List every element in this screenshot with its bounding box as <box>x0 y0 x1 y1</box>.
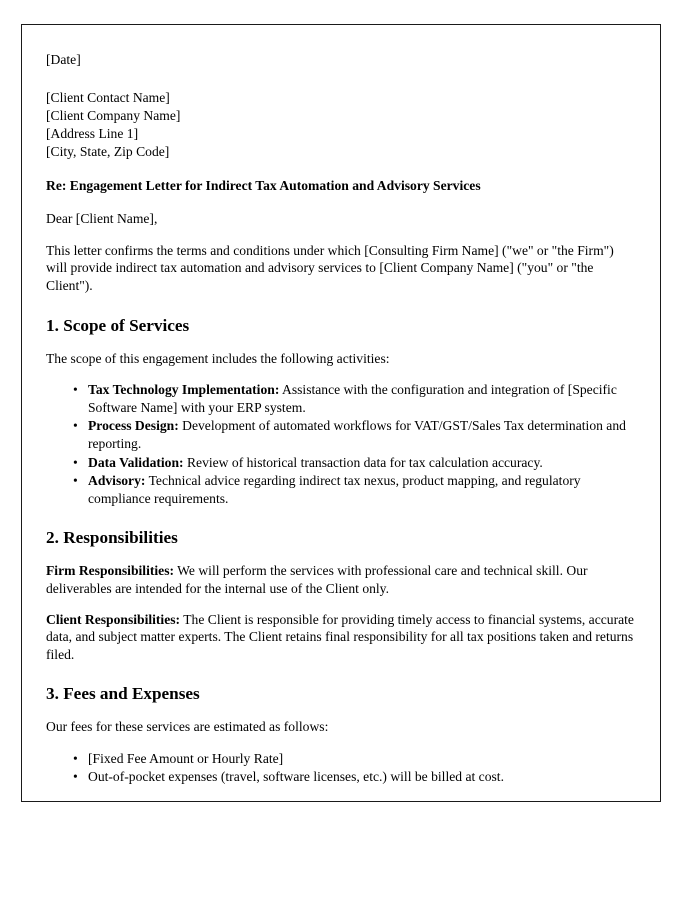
list-item <box>88 381 638 416</box>
bullet-lead: Process Design: <box>88 418 179 434</box>
fees-bullet-list <box>46 750 638 786</box>
salutation: Dear [Client Name], <box>46 211 158 227</box>
firm-responsibilities-paragraph <box>46 562 638 597</box>
list-item <box>88 768 638 786</box>
fees-intro: Our fees for these services are estimated as follows: <box>46 719 329 735</box>
intro-paragraph: This letter confirms the terms and conditions under which [Consulting Firm Name] ("we" or "the Firm") will provide indirect tax automation and advisory services to [Client Company Name] ("you" or "the Client"). <box>46 242 614 293</box>
list-item <box>88 472 638 507</box>
bullet-lead: Data Validation: <box>88 454 184 470</box>
address-line: [Client Contact Name] <box>46 89 170 105</box>
recipient-address-block <box>46 89 638 161</box>
paragraph-text: We will perform the services with professional care and technical skill. Our deliverables are intended for the internal use of the Client only. <box>46 563 588 596</box>
list-item <box>88 750 638 768</box>
paragraph-text: The Client is responsible for providing timely access to financial systems, accurate data, and subject matter experts. The Client retains final responsibility for all tax positions taken and returns filed. <box>46 611 634 662</box>
address-line: [City, State, Zip Code] <box>46 143 170 159</box>
address-line: [Address Line 1] <box>46 125 139 141</box>
bullet-text: Technical advice regarding indirect tax nexus, product mapping, and regulatory compliance requirements. <box>88 473 581 506</box>
date-line: [Date] <box>46 52 81 67</box>
section-heading-responsibilities: 2. Responsibilities <box>46 528 178 548</box>
subject-line: Re: Engagement Letter for Indirect Tax Automation and Advisory Services <box>46 177 481 193</box>
section-heading-fees: 3. Fees and Expenses <box>46 684 200 704</box>
bullet-text: Development of automated workflows for VAT/GST/Sales Tax determination and reporting. <box>88 418 626 451</box>
scope-bullet-list <box>46 381 638 507</box>
bullet-text: Review of historical transaction data for tax calculation accuracy. <box>186 454 543 470</box>
address-line: [Client Company Name] <box>46 107 181 123</box>
bullet-text: [Fixed Fee Amount or Hourly Rate] <box>88 750 284 766</box>
bullet-text: Assistance with the configuration and integration of [Specific Software Name] with your ERP system. <box>88 382 617 415</box>
bullet-lead: Advisory: <box>88 473 146 489</box>
scope-intro: The scope of this engagement includes the following activities: <box>46 350 390 366</box>
paragraph-lead: Client Responsibilities: <box>46 611 181 627</box>
list-item <box>88 454 638 472</box>
list-item <box>88 417 638 452</box>
section-heading-scope: 1. Scope of Services <box>46 315 190 335</box>
paragraph-lead: Firm Responsibilities: <box>46 563 175 579</box>
document-body <box>22 25 661 786</box>
document-page <box>21 24 661 802</box>
bullet-text: Out-of-pocket expenses (travel, software licenses, etc.) will be billed at cost. <box>88 769 504 785</box>
client-responsibilities-paragraph <box>46 611 638 664</box>
bullet-lead: Tax Technology Implementation: <box>88 382 280 398</box>
